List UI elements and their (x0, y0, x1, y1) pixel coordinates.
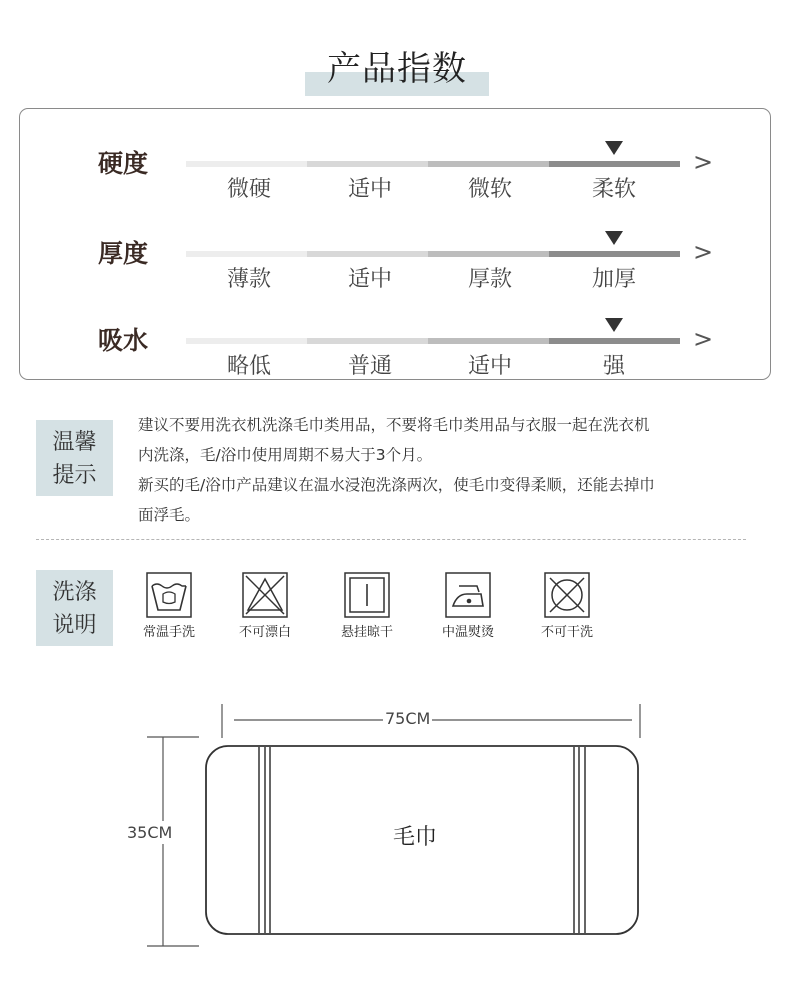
tips-tag (36, 420, 113, 496)
no-bleach-icon (242, 572, 288, 618)
towel-label: 毛巾 (393, 825, 438, 850)
page-title: 产品指数 (327, 49, 467, 89)
tips-line: 面浮毛。 (138, 506, 201, 524)
wash-item (119, 572, 219, 642)
tips-tag-line: 温馨 (52, 430, 97, 455)
wash-tag (36, 570, 113, 646)
tips-text (138, 410, 753, 530)
index-option: 普通 (347, 354, 392, 379)
index-row-label: 硬度 (98, 149, 149, 178)
tips-line: 新买的毛/浴巾产品建议在温水浸泡洗涤两次，使毛巾变得柔顺，还能去掉巾 (138, 476, 655, 494)
wash-item (517, 572, 617, 642)
index-option: 强 (602, 354, 625, 379)
index-option: 适中 (347, 177, 392, 202)
selected-marker-icon (605, 141, 623, 155)
index-scale-bar (186, 161, 680, 167)
medium-iron-icon (445, 572, 491, 618)
index-scale-bar (186, 338, 680, 344)
section-divider (36, 539, 746, 540)
wash-label: 悬挂晾干 (340, 625, 393, 640)
index-option: 微软 (467, 177, 512, 202)
hand-wash-icon (146, 572, 192, 618)
index-option: 微硬 (226, 177, 271, 202)
index-row-label: 吸水 (98, 326, 149, 355)
wash-label: 常温手洗 (142, 625, 195, 640)
line-dry-icon (344, 572, 390, 618)
tips-tag-line: 提示 (52, 463, 97, 488)
wash-label: 不可干洗 (540, 625, 593, 640)
height-label: 35CM (127, 823, 173, 842)
product-index-panel (19, 108, 771, 380)
scale-arrow-icon: > (693, 148, 714, 176)
index-row-absorbency (20, 324, 772, 384)
index-row-thickness (20, 237, 772, 297)
index-option: 柔软 (591, 177, 636, 202)
wash-item (418, 572, 518, 642)
section-title (305, 46, 489, 96)
width-label: 75CM (385, 709, 431, 728)
index-option: 适中 (467, 354, 512, 379)
index-row-hardness (20, 147, 772, 207)
no-dry-clean-icon (544, 572, 590, 618)
index-option: 厚款 (467, 267, 512, 292)
index-row-label: 厚度 (98, 239, 149, 268)
index-option: 加厚 (591, 267, 636, 292)
index-scale-bar (186, 251, 680, 257)
index-option: 薄款 (226, 267, 271, 292)
tips-line: 内洗涤，毛/浴巾使用周期不易大于3个月。 (138, 446, 433, 464)
tips-line: 建议不要用洗衣机洗涤毛巾类用品，不要将毛巾类用品与衣服一起在洗衣机 (138, 416, 650, 434)
wash-item (215, 572, 315, 642)
index-option: 略低 (226, 354, 271, 379)
scale-arrow-icon: > (693, 325, 714, 353)
selected-marker-icon (605, 318, 623, 332)
wash-label: 中温熨烫 (441, 625, 494, 640)
wash-tag-line: 洗涤 (52, 580, 97, 605)
wash-label: 不可漂白 (238, 625, 291, 640)
wash-tag-line: 说明 (52, 613, 97, 638)
index-option: 适中 (347, 267, 392, 292)
scale-arrow-icon: > (693, 238, 714, 266)
wash-item (317, 572, 417, 642)
selected-marker-icon (605, 231, 623, 245)
